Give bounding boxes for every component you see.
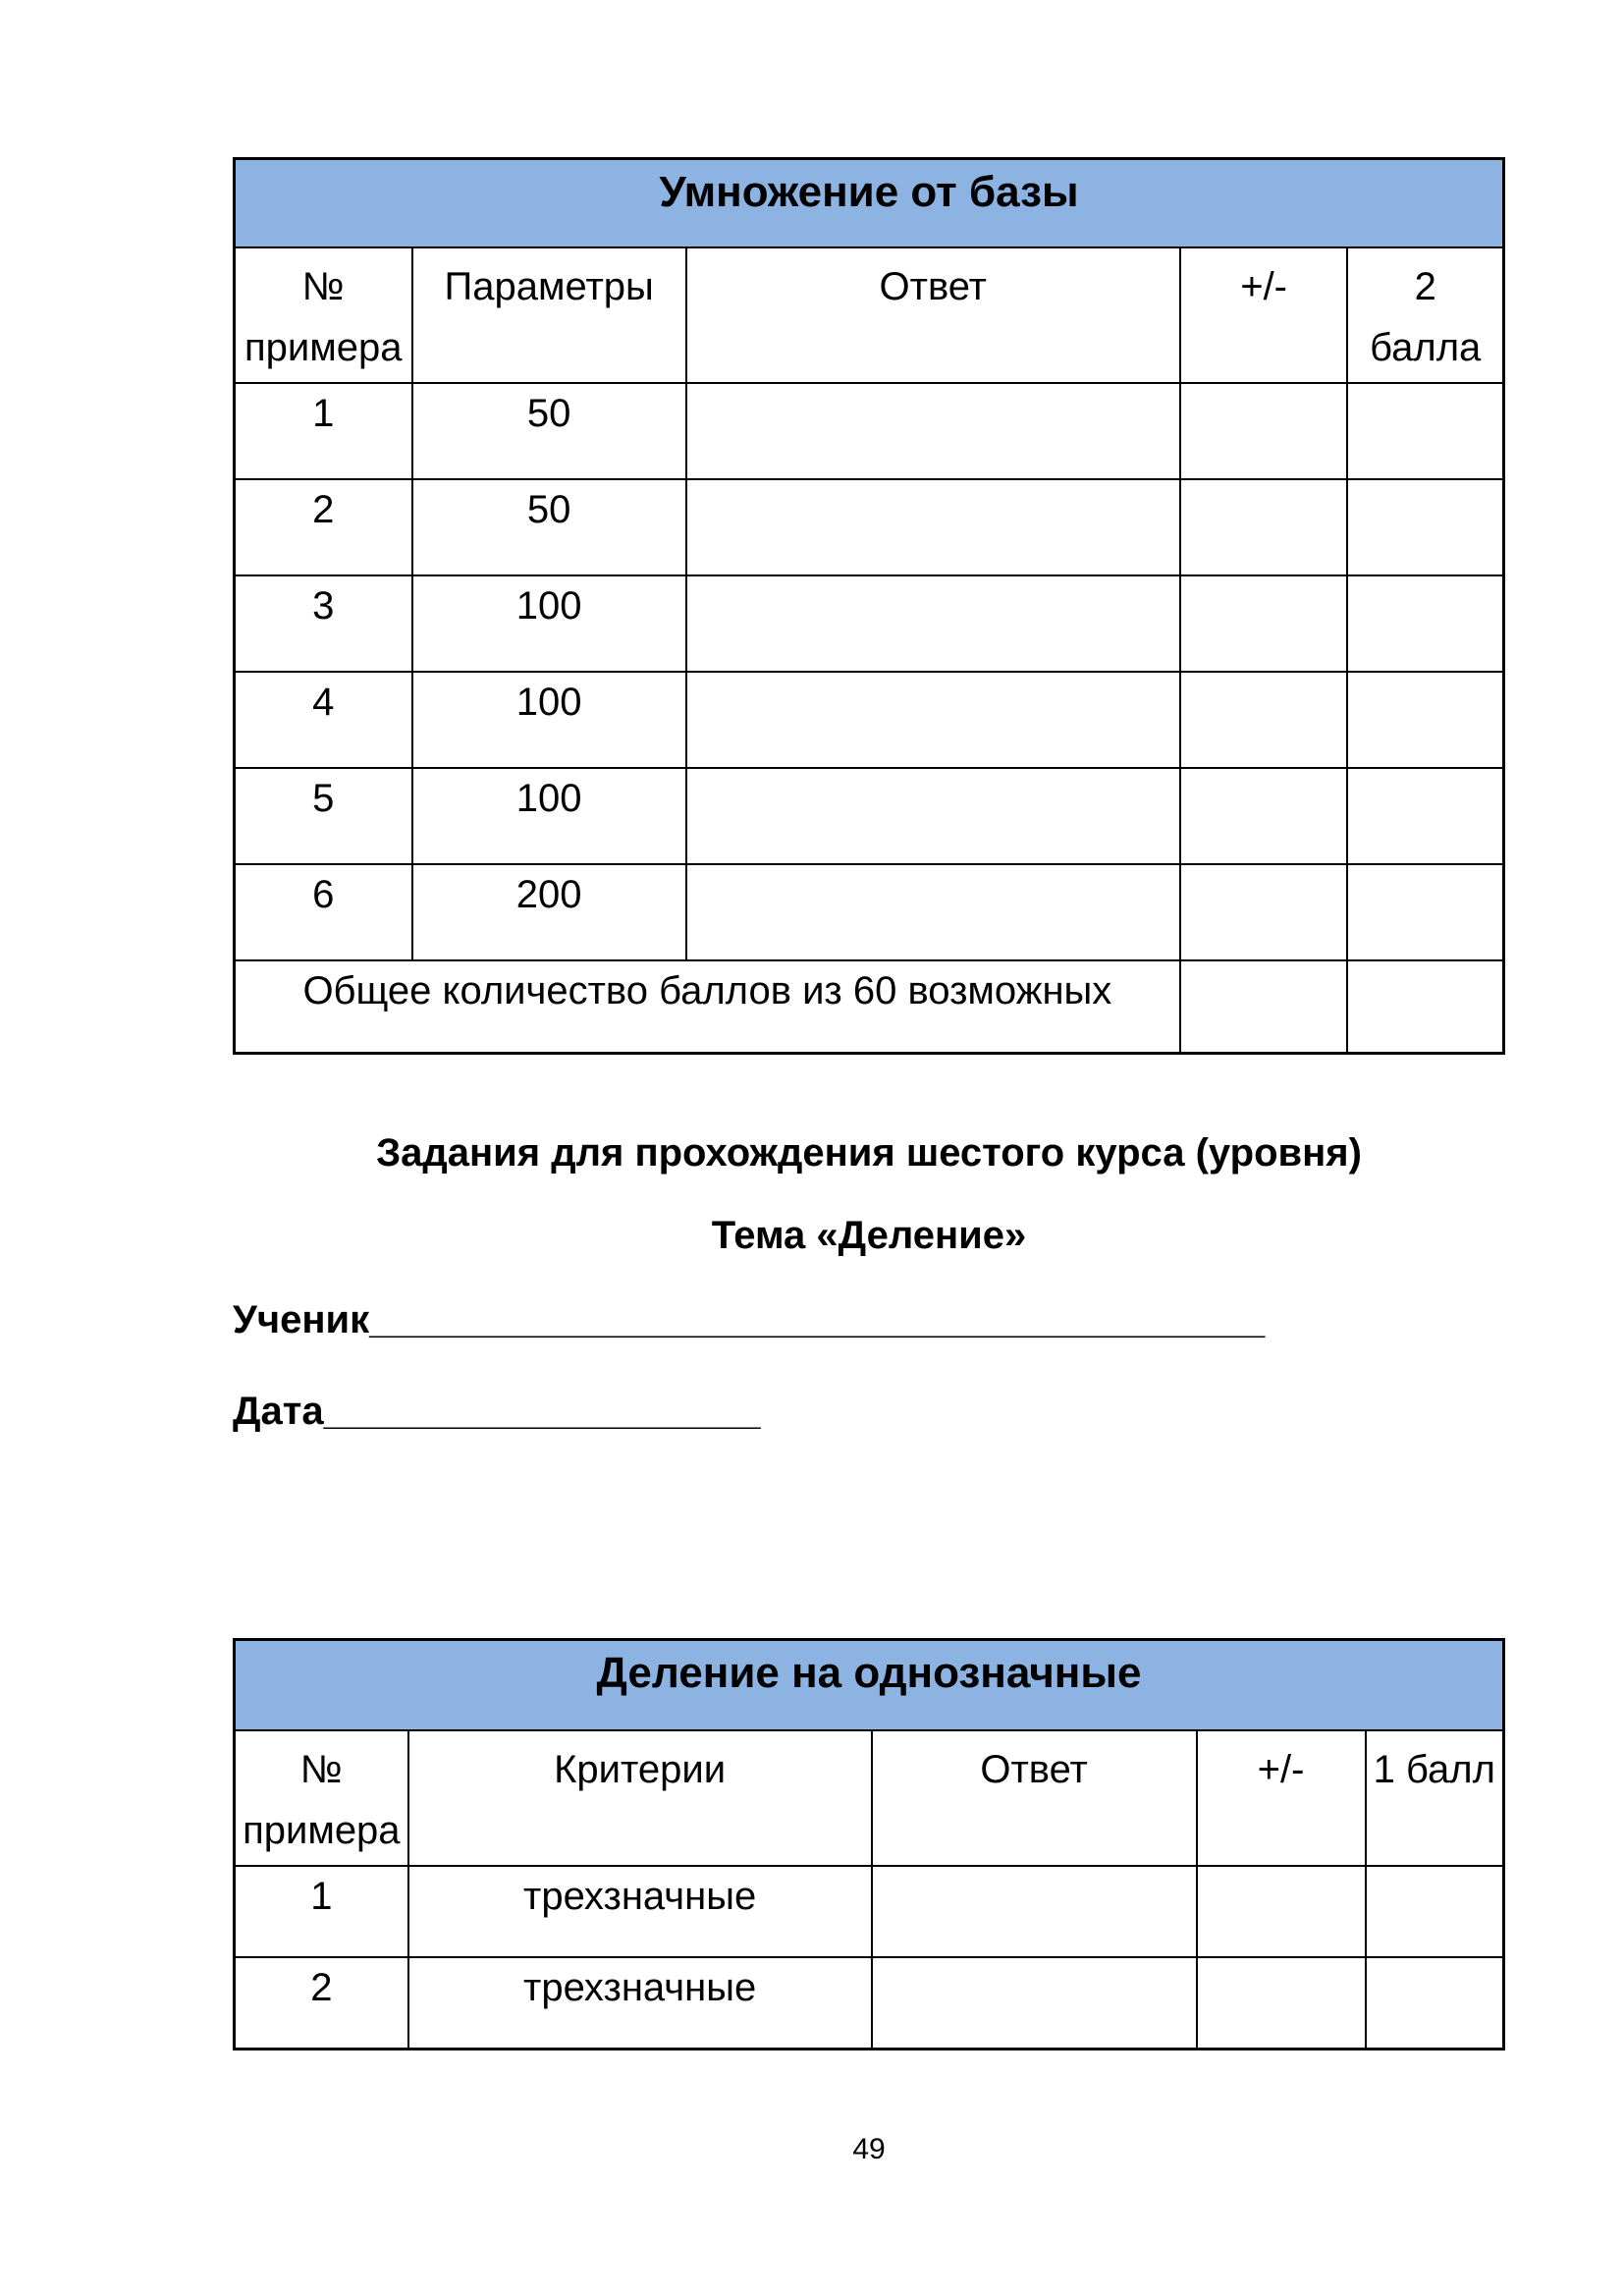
date-blank-line: ____________________ <box>323 1390 761 1433</box>
answer-cell <box>872 1957 1197 2050</box>
example-number-cell: 6 <box>235 864 412 960</box>
answer-cell <box>686 479 1180 575</box>
parameter-cell: 50 <box>412 479 686 575</box>
answer-cell <box>686 575 1180 672</box>
table-header-row <box>235 1730 1504 1866</box>
answer-cell <box>686 383 1180 479</box>
total-points-label: Общее количество баллов из 60 возможных <box>235 960 1180 1054</box>
example-number-cell: 1 <box>235 1866 408 1957</box>
section-heading: Задания для прохождения шестого курса (уровня) <box>376 1131 1362 1175</box>
col-header-answer: Ответ <box>686 247 1180 383</box>
total-points-cell <box>1347 960 1503 1054</box>
plus-minus-cell <box>1180 864 1348 960</box>
criteria-cell: трехзначные <box>408 1866 872 1957</box>
student-blank-line: _________________________________________ <box>369 1298 1266 1341</box>
division-single-digit-table <box>233 1638 1505 2050</box>
student-fill-line <box>233 1298 1265 1342</box>
parameter-cell: 100 <box>412 672 686 768</box>
parameter-cell: 100 <box>412 575 686 672</box>
table-row <box>235 479 1504 575</box>
answer-cell <box>686 768 1180 864</box>
points-cell <box>1366 1866 1504 1957</box>
table-row <box>235 1957 1504 2050</box>
plus-minus-cell <box>1180 479 1348 575</box>
date-label: Дата <box>233 1390 324 1433</box>
col-header-answer: Ответ <box>872 1730 1197 1866</box>
table-header-row <box>235 247 1504 383</box>
points-cell <box>1347 672 1503 768</box>
table-title: Деление на однозначные <box>235 1640 1504 1731</box>
example-number-cell: 5 <box>235 768 412 864</box>
points-cell <box>1347 479 1503 575</box>
table-row <box>235 768 1504 864</box>
total-plus-minus-cell <box>1180 960 1348 1054</box>
col-header-plus-minus: +/- <box>1180 247 1348 383</box>
table-row <box>235 864 1504 960</box>
date-fill-line <box>233 1390 761 1434</box>
points-cell <box>1347 864 1503 960</box>
answer-cell <box>686 672 1180 768</box>
plus-minus-cell <box>1180 768 1348 864</box>
example-number-cell: 3 <box>235 575 412 672</box>
col-header-example-word: примера <box>244 326 403 369</box>
col-header-points: 2 балла <box>1347 247 1503 383</box>
multiplication-from-base-table <box>233 157 1505 1055</box>
table-row <box>235 383 1504 479</box>
page-number: 49 <box>852 2133 886 2165</box>
plus-minus-cell <box>1197 1957 1366 2050</box>
plus-minus-cell <box>1180 383 1348 479</box>
example-number-cell: 1 <box>235 383 412 479</box>
table-total-row <box>235 960 1504 1054</box>
plus-minus-cell <box>1197 1866 1366 1957</box>
col-header-example-word: примера <box>243 1809 401 1852</box>
plus-minus-cell <box>1180 575 1348 672</box>
col-header-number-sign: № <box>299 1748 343 1791</box>
col-header-points: 1 балл <box>1366 1730 1504 1866</box>
table-title-row <box>235 159 1504 248</box>
parameter-cell: 50 <box>412 383 686 479</box>
points-cell <box>1366 1957 1504 2050</box>
parameter-cell: 100 <box>412 768 686 864</box>
col-header-plus-minus: +/- <box>1197 1730 1366 1866</box>
table-row <box>235 1866 1504 1957</box>
answer-cell <box>686 864 1180 960</box>
col-header-criteria: Критерии <box>408 1730 872 1866</box>
student-label: Ученик <box>233 1298 370 1341</box>
col-header-number-sign: № <box>301 265 345 308</box>
table-title-row <box>235 1640 1504 1731</box>
criteria-cell: трехзначные <box>408 1957 872 2050</box>
table-title: Умножение от базы <box>235 159 1504 248</box>
col-header-example-number <box>235 247 412 383</box>
table-row <box>235 575 1504 672</box>
points-cell <box>1347 383 1503 479</box>
points-cell <box>1347 575 1503 672</box>
col-header-example-number <box>235 1730 408 1866</box>
parameter-cell: 200 <box>412 864 686 960</box>
points-cell <box>1347 768 1503 864</box>
section-subheading: Тема «Деление» <box>711 1214 1027 1257</box>
example-number-cell: 2 <box>235 1957 408 2050</box>
col-header-parameters: Параметры <box>412 247 686 383</box>
example-number-cell: 2 <box>235 479 412 575</box>
table-row <box>235 672 1504 768</box>
answer-cell <box>872 1866 1197 1957</box>
plus-minus-cell <box>1180 672 1348 768</box>
example-number-cell: 4 <box>235 672 412 768</box>
